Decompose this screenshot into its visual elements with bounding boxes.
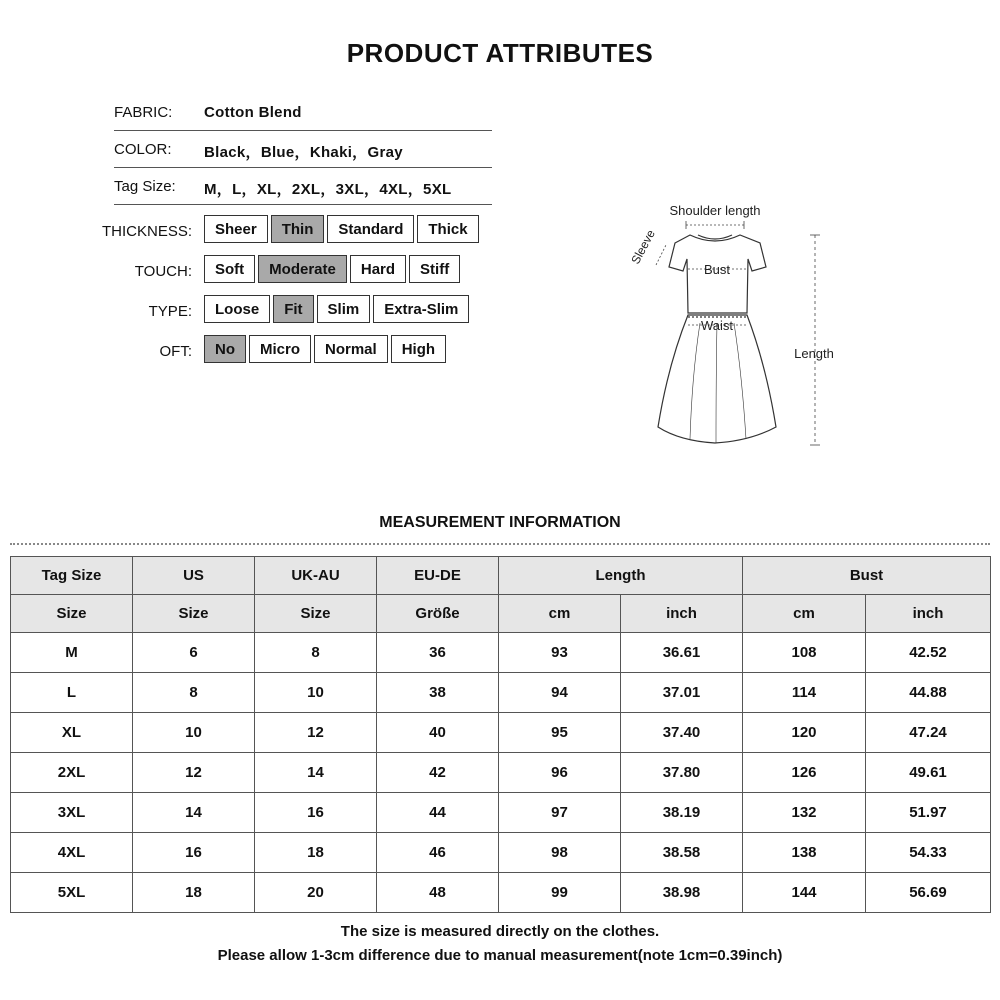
table-cell: 16: [255, 793, 377, 833]
option-loose: Loose: [204, 295, 270, 323]
table-cell: 12: [255, 713, 377, 753]
table-cell: 20: [255, 873, 377, 913]
table-cell: 18: [133, 873, 255, 913]
option-standard: Standard: [327, 215, 414, 243]
table-cell: 8: [133, 673, 255, 713]
table-cell: 38.19: [621, 793, 743, 833]
table-cell: 37.80: [621, 753, 743, 793]
table-cell: 126: [743, 753, 866, 793]
table-row: [11, 833, 991, 873]
table-subheader-cell: inch: [621, 595, 743, 633]
table-cell: 37.40: [621, 713, 743, 753]
waist-label: Waist: [700, 318, 734, 333]
table-cell: 36: [377, 633, 499, 673]
table-cell: 8: [255, 633, 377, 673]
table-row: [11, 873, 991, 913]
option-slim: Slim: [317, 295, 371, 323]
shoulder-label: Shoulder length: [669, 203, 761, 218]
table-header-cell: Tag Size: [11, 557, 133, 595]
table-cell: 36.61: [621, 633, 743, 673]
table-cell: 3XL: [11, 793, 133, 833]
table-cell: 99: [499, 873, 621, 913]
table-subheader-cell: Size: [133, 595, 255, 633]
attr-value: Cotton Blend: [204, 104, 302, 121]
attr-label: Tag Size:: [114, 178, 176, 195]
table-subheader-cell: Size: [11, 595, 133, 633]
table-subheader-cell: cm: [743, 595, 866, 633]
table-cell: 18: [255, 833, 377, 873]
attr-row-color: [114, 131, 492, 168]
table-subheader-cell: Größe: [377, 595, 499, 633]
table-cell: L: [11, 673, 133, 713]
table-row: [11, 633, 991, 673]
measurement-title: MEASUREMENT INFORMATION: [379, 514, 621, 531]
option-hard: Hard: [350, 255, 406, 283]
note-line-1: The size is measured directly on the clothes.: [340, 923, 660, 940]
table-cell: 132: [743, 793, 866, 833]
attr-value: Black，Blue，Khaki，Gray: [204, 144, 403, 161]
attr-label: FABRIC:: [114, 104, 173, 121]
table-cell: 54.33: [866, 833, 991, 873]
table-row: [11, 753, 991, 793]
table-cell: 120: [743, 713, 866, 753]
table-cell: 97: [499, 793, 621, 833]
measurement-table: [10, 556, 991, 913]
table-cell: 93: [499, 633, 621, 673]
table-header-cell: Length: [499, 557, 743, 595]
option-micro: Micro: [249, 335, 311, 363]
attr-row-tag-size: [114, 168, 492, 205]
table-cell: 5XL: [11, 873, 133, 913]
option-label: THICKNESS:: [101, 223, 192, 240]
table-cell: XL: [11, 713, 133, 753]
table-subheader-cell: Size: [255, 595, 377, 633]
table-cell: 144: [743, 873, 866, 913]
sleeve-label: Sleeve: [628, 227, 658, 267]
table-cell: 96: [499, 753, 621, 793]
table-cell: 98: [499, 833, 621, 873]
option-extra-slim: Extra-Slim: [373, 295, 469, 323]
attr-value: M，L，XL，2XL，3XL，4XL，5XL: [204, 181, 452, 198]
option-group: [204, 215, 479, 243]
option-label: OFT:: [159, 343, 192, 360]
option-thin-selected: Thin: [271, 215, 325, 243]
note-line-2: Please allow 1-3cm difference due to manual measurement(note 1cm=0.39inch): [217, 947, 783, 964]
table-cell: 44.88: [866, 673, 991, 713]
table-cell: 10: [255, 673, 377, 713]
table-cell: 37.01: [621, 673, 743, 713]
table-cell: 42: [377, 753, 499, 793]
table-header-cell: EU-DE: [377, 557, 499, 595]
dress-diagram: [620, 195, 850, 455]
page-title: PRODUCT ATTRIBUTES: [346, 38, 654, 68]
dotted-divider: [10, 543, 990, 545]
option-stiff: Stiff: [409, 255, 460, 283]
table-cell: 49.61: [866, 753, 991, 793]
option-label: TYPE:: [148, 303, 192, 320]
table-cell: 46: [377, 833, 499, 873]
option-label: TOUCH:: [134, 263, 192, 280]
table-cell: 14: [255, 753, 377, 793]
table-cell: 94: [499, 673, 621, 713]
option-group: [204, 295, 469, 323]
table-cell: 56.69: [866, 873, 991, 913]
table-cell: 95: [499, 713, 621, 753]
table-row: [11, 793, 991, 833]
attr-row-fabric: [114, 94, 492, 131]
option-high: High: [391, 335, 446, 363]
option-sheer: Sheer: [204, 215, 268, 243]
bust-label: Bust: [703, 262, 731, 277]
option-fit-selected: Fit: [273, 295, 313, 323]
table-row: [11, 713, 991, 753]
option-group: [204, 255, 460, 283]
table-cell: 44: [377, 793, 499, 833]
attr-label: COLOR:: [114, 141, 172, 158]
table-cell: 138: [743, 833, 866, 873]
table-cell: M: [11, 633, 133, 673]
table-subheader-cell: cm: [499, 595, 621, 633]
option-group: [204, 335, 446, 363]
table-cell: 6: [133, 633, 255, 673]
table-header-cell: US: [133, 557, 255, 595]
option-soft: Soft: [204, 255, 255, 283]
length-label: Length: [794, 346, 834, 361]
table-subheader-row: [11, 595, 991, 633]
option-moderate-selected: Moderate: [258, 255, 347, 283]
table-header-row: [11, 557, 991, 595]
table-cell: 38.98: [621, 873, 743, 913]
table-cell: 38.58: [621, 833, 743, 873]
table-cell: 16: [133, 833, 255, 873]
table-cell: 40: [377, 713, 499, 753]
table-cell: 2XL: [11, 753, 133, 793]
table-cell: 10: [133, 713, 255, 753]
table-header-cell: UK-AU: [255, 557, 377, 595]
table-subheader-cell: inch: [866, 595, 991, 633]
option-thick: Thick: [417, 215, 478, 243]
table-header-cell: Bust: [743, 557, 991, 595]
table-cell: 47.24: [866, 713, 991, 753]
option-normal: Normal: [314, 335, 388, 363]
table-cell: 108: [743, 633, 866, 673]
option-no-selected: No: [204, 335, 246, 363]
table-row: [11, 673, 991, 713]
table-cell: 48: [377, 873, 499, 913]
table-cell: 51.97: [866, 793, 991, 833]
table-cell: 42.52: [866, 633, 991, 673]
table-cell: 4XL: [11, 833, 133, 873]
table-cell: 38: [377, 673, 499, 713]
table-cell: 14: [133, 793, 255, 833]
table-cell: 114: [743, 673, 866, 713]
table-cell: 12: [133, 753, 255, 793]
